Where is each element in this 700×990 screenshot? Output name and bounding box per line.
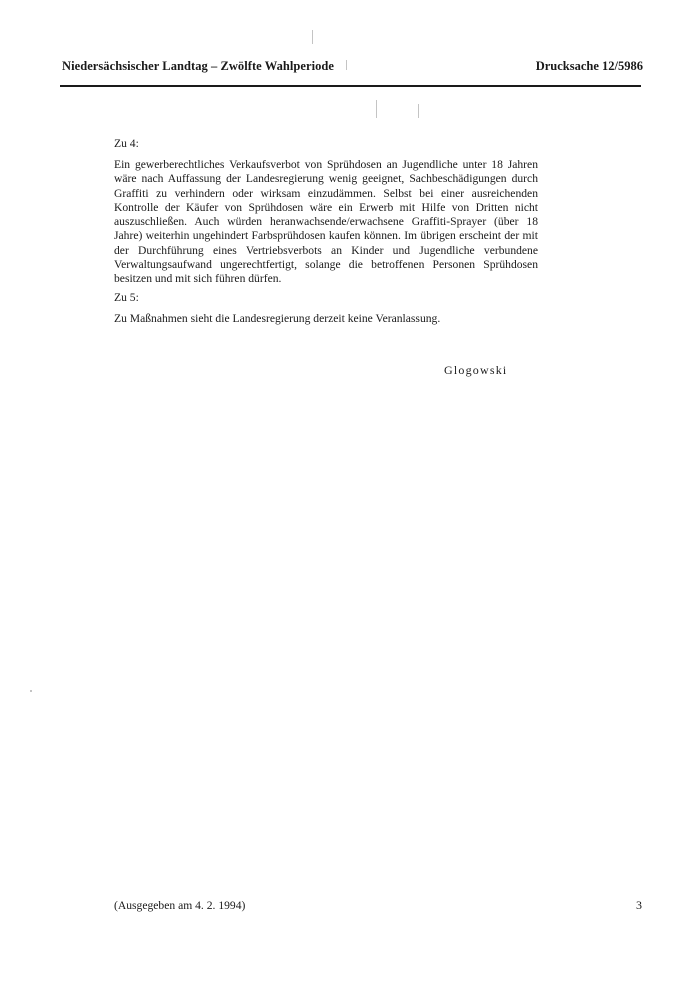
- footer-page-number: 3: [636, 898, 642, 912]
- scan-speck: [376, 100, 377, 118]
- signature-name: Glogowski: [444, 363, 508, 377]
- answer-5-text: Zu Maßnahmen sieht die Landesregierung derzeit keine Veranlassung.: [114, 312, 441, 325]
- answer-4-heading: Zu 4:: [114, 137, 139, 150]
- answer-4-text: Ein gewerberechtliches Verkaufsverbot von Sprühdosen an Jugendliche unter 18 Jahren wäre nach Auffassung der Landesregierung wenig geeignet, Sachbeschädigungen durch Graffiti zu verhindern oder wirksam einzudämmen. Selbst bei einer ausreichenden Kontrolle der Käufer von Sprühdosen wäre ein Erwerb mit Hilfe von Dritten nicht auszuschließen. Auch würden heranwachsende/erwachsene Graffiti-Sprayer (über 18 Jahre) weiterhin ungehindert Farbsprühdosen kaufen können. Im übrigen erscheint der mit der Durchführung eines Vertriebsverbots an Kinder und Jugendliche verbundene Verwaltungsaufwand ungerechtfertigt, solange die betroffenen Personen Sprühdosen besitzen und mit sich führen dürfen.: [114, 158, 538, 286]
- scan-speck: [30, 690, 32, 692]
- header-divider: [60, 85, 641, 87]
- scan-speck: [312, 30, 313, 44]
- header-document-number: Drucksache 12/5986: [535, 59, 643, 73]
- scan-speck: [418, 104, 419, 118]
- footer-issue-date: (Ausgegeben am 4. 2. 1994): [114, 899, 246, 912]
- header-parliament-title: Niedersächsischer Landtag – Zwölfte Wahlperiode: [62, 59, 335, 73]
- answer-5-heading: Zu 5:: [114, 291, 139, 304]
- scan-speck: [346, 60, 347, 70]
